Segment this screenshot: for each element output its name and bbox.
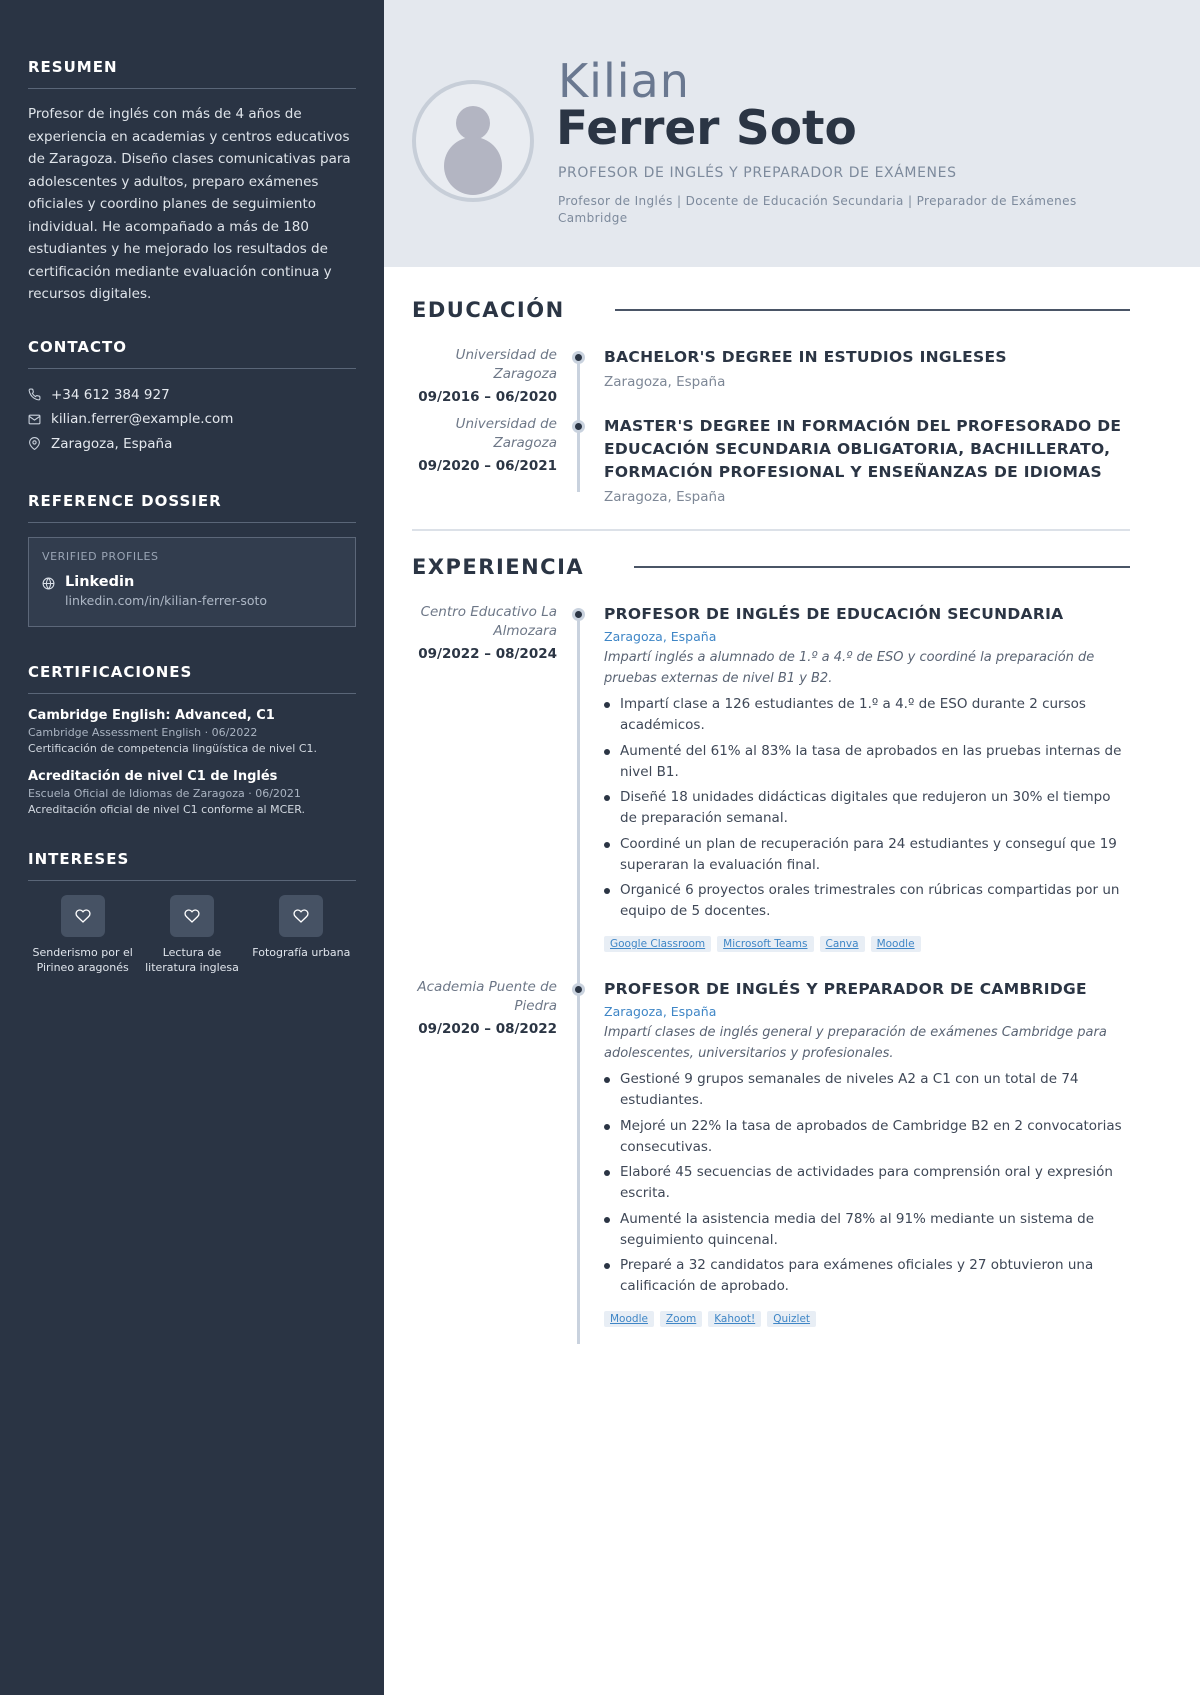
certifications-list xyxy=(28,708,356,816)
education-org: Universidad de Zaragoza xyxy=(455,416,557,451)
education-location: Zaragoza, España xyxy=(604,489,726,505)
contact-location xyxy=(28,432,356,457)
keywords: Profesor de Inglés | Docente de Educación Secundaria | Preparador de Exámenes Cambridge xyxy=(558,194,1077,225)
contact-list xyxy=(28,383,356,457)
interest-label: Fotografía urbana xyxy=(252,946,351,959)
interest-icon-box xyxy=(279,895,323,937)
tool-tag[interactable]: Zoom xyxy=(660,1311,702,1327)
cert-desc: Certificación de competencia lingüística de nivel C1. xyxy=(28,742,318,755)
interest-icon-box xyxy=(170,895,214,937)
interest-item xyxy=(247,895,356,975)
achievement-item: Aumenté del 61% al 83% la tasa de aprobados en las pruebas internas de nivel B1. xyxy=(604,741,1130,783)
tool-tag[interactable]: Quizlet xyxy=(767,1311,816,1327)
experience-timeline xyxy=(412,603,1130,1327)
timeline-dot xyxy=(572,351,585,364)
timeline-dot xyxy=(572,608,585,621)
interests-heading: INTERESES xyxy=(28,850,356,881)
experience-heading: EXPERIENCIA xyxy=(412,555,585,579)
first-name: Kilian xyxy=(558,54,690,108)
achievement-item: Aumenté la asistencia media del 78% al 91% mediante un sistema de seguimiento quincenal. xyxy=(604,1209,1130,1251)
tool-tag[interactable]: Moodle xyxy=(871,936,921,952)
dossier-heading: REFERENCE DOSSIER xyxy=(28,492,356,523)
education-timeline xyxy=(412,346,1130,505)
experience-org: Centro Educativo La Almozara xyxy=(420,604,557,639)
experience-role: PROFESOR DE INGLÉS DE EDUCACIÓN SECUNDARIA xyxy=(604,605,1064,623)
experience-role: PROFESOR DE INGLÉS Y PREPARADOR DE CAMBRIDGE xyxy=(604,980,1087,998)
experience-location: Zaragoza, España xyxy=(604,1004,717,1019)
cert-name: Acreditación de nivel C1 de Inglés xyxy=(28,769,278,784)
interest-item xyxy=(137,895,246,975)
experience-section xyxy=(412,555,1130,1327)
summary-text: Profesor de inglés con más de 4 años de experiencia en academias y centros educativos de Zaragoza. Diseño clases comunicativas para adolescentes y adultos, preparo exámenes oficiales y coordino planes de seguimiento individual. He acompañado a más de 180 estudiantes y he mejorado los resultados de certificación mediante evaluación continua y recursos digitales. xyxy=(28,106,351,302)
heading-rule xyxy=(634,566,1130,568)
profile-name[interactable]: Linkedin xyxy=(65,574,135,590)
experience-description: Impartí inglés a alumnado de 1.º a 4.º de ESO y coordiné la preparación de pruebas externas de nivel B1 y B2. xyxy=(604,650,1095,686)
achievement-item: Organicé 6 proyectos orales trimestrales con rúbricas compartidas por un equipo de 5 docentes. xyxy=(604,880,1130,922)
timeline-dot xyxy=(572,983,585,996)
achievement-item: Diseñé 18 unidades didácticas digitales que redujeron un 30% el tiempo de preparación semanal. xyxy=(604,787,1130,829)
education-heading-row xyxy=(412,298,1130,322)
user-silhouette-icon xyxy=(416,84,530,198)
tool-tags xyxy=(604,1311,1130,1327)
achievement-item: Impartí clase a 126 estudiantes de 1.º a 4.º de ESO durante 2 cursos académicos. xyxy=(604,694,1130,736)
education-date: 09/2020 – 06/2021 xyxy=(418,458,557,474)
achievement-item: Elaboré 45 secuencias de actividades para comprensión oral y expresión escrita. xyxy=(604,1162,1130,1204)
education-date: 09/2016 – 06/2020 xyxy=(418,389,557,405)
achievement-item: Coordiné un plan de recuperación para 24 estudiantes y conseguí que 19 superaran la evaluación final. xyxy=(604,834,1130,876)
interest-item xyxy=(28,895,137,975)
cert-issuer: Escuela Oficial de Idiomas de Zaragoza · 06/2021 xyxy=(28,787,301,800)
tool-tag[interactable]: Canva xyxy=(820,936,865,952)
experience-heading-row xyxy=(412,555,1130,579)
summary-heading: RESUMEN xyxy=(28,58,356,89)
certification-item xyxy=(28,769,356,816)
education-heading: EDUCACIÓN xyxy=(412,298,565,322)
phone-icon xyxy=(28,388,41,401)
map-pin-icon xyxy=(28,437,41,450)
avatar xyxy=(412,80,534,202)
tool-tag[interactable]: Google Classroom xyxy=(604,936,711,952)
achievement-list xyxy=(604,694,1130,922)
tool-tag[interactable]: Microsoft Teams xyxy=(717,936,813,952)
tool-tag[interactable]: Kahoot! xyxy=(708,1311,761,1327)
tool-tags xyxy=(604,936,1130,952)
experience-org: Academia Puente de Piedra xyxy=(417,979,557,1014)
education-degree: MASTER'S DEGREE IN FORMACIÓN DEL PROFESORADO DE EDUCACIÓN SECUNDARIA OBLIGATORIA, BACHILLERATO, FORMACIÓN PROFESIONAL Y ENSEÑANZAS DE IDIOMAS xyxy=(604,417,1122,481)
education-entry xyxy=(412,346,1130,405)
achievement-item: Gestioné 9 grupos semanales de niveles A2 a C1 con un total de 74 estudiantes. xyxy=(604,1069,1130,1111)
dossier-box xyxy=(28,537,356,627)
heading-rule xyxy=(615,309,1130,311)
interest-label: Lectura de literatura inglesa xyxy=(145,946,239,974)
experience-entry xyxy=(412,603,1130,952)
achievement-item: Preparé a 32 candidatos para exámenes oficiales y 27 obtuvieron una calificación de aprobado. xyxy=(604,1255,1130,1297)
experience-description: Impartí clases de inglés general y preparación de exámenes Cambridge para adolescentes, universitarios y profesionales. xyxy=(604,1025,1107,1061)
interest-icon-box xyxy=(61,895,105,937)
experience-date: 09/2020 – 08/2022 xyxy=(418,1021,557,1037)
section-divider xyxy=(412,529,1130,531)
globe-icon xyxy=(42,577,55,590)
achievement-item: Mejoré un 22% la tasa de aprobados de Cambridge B2 en 2 convocatorias consecutivas. xyxy=(604,1116,1130,1158)
dossier-subheading: VERIFIED PROFILES xyxy=(42,550,159,563)
contact-email[interactable] xyxy=(28,407,356,432)
location-text: Zaragoza, España xyxy=(51,435,173,452)
interests-list xyxy=(28,895,356,975)
mail-icon xyxy=(28,413,41,426)
tool-tag[interactable]: Moodle xyxy=(604,1311,654,1327)
resume-header xyxy=(384,0,1200,267)
heart-icon xyxy=(75,908,91,924)
education-degree: BACHELOR'S DEGREE IN ESTUDIOS INGLESES xyxy=(604,348,1007,366)
cert-name: Cambridge English: Advanced, C1 xyxy=(28,708,275,723)
experience-entry xyxy=(412,978,1130,1327)
certification-item xyxy=(28,708,356,755)
phone-text: +34 612 384 927 xyxy=(51,386,170,403)
contact-heading: CONTACTO xyxy=(28,338,356,369)
cert-issuer: Cambridge Assessment English · 06/2022 xyxy=(28,726,258,739)
heart-icon xyxy=(184,908,200,924)
achievement-list xyxy=(604,1069,1130,1297)
dossier-profile[interactable] xyxy=(42,574,342,608)
contact-phone[interactable] xyxy=(28,383,356,408)
cert-desc: Acreditación oficial de nivel C1 conforme al MCER. xyxy=(28,803,305,816)
experience-location: Zaragoza, España xyxy=(604,629,717,644)
experience-date: 09/2022 – 08/2024 xyxy=(418,646,557,662)
email-text: kilian.ferrer@example.com xyxy=(51,411,234,428)
job-title: PROFESOR DE INGLÉS Y PREPARADOR DE EXÁMENES xyxy=(558,165,957,181)
sidebar xyxy=(0,0,384,1695)
education-section xyxy=(412,298,1130,505)
education-org: Universidad de Zaragoza xyxy=(455,347,557,382)
cert-heading: CERTIFICACIONES xyxy=(28,663,356,694)
profile-url[interactable]: linkedin.com/in/kilian-ferrer-soto xyxy=(65,593,268,608)
heart-icon xyxy=(293,908,309,924)
interest-label: Senderismo por el Pirineo aragonés xyxy=(32,946,133,974)
education-location: Zaragoza, España xyxy=(604,374,726,390)
timeline-dot xyxy=(572,420,585,433)
education-entry xyxy=(412,415,1130,505)
main-content xyxy=(412,298,1130,1327)
last-name: Ferrer Soto xyxy=(556,101,857,156)
